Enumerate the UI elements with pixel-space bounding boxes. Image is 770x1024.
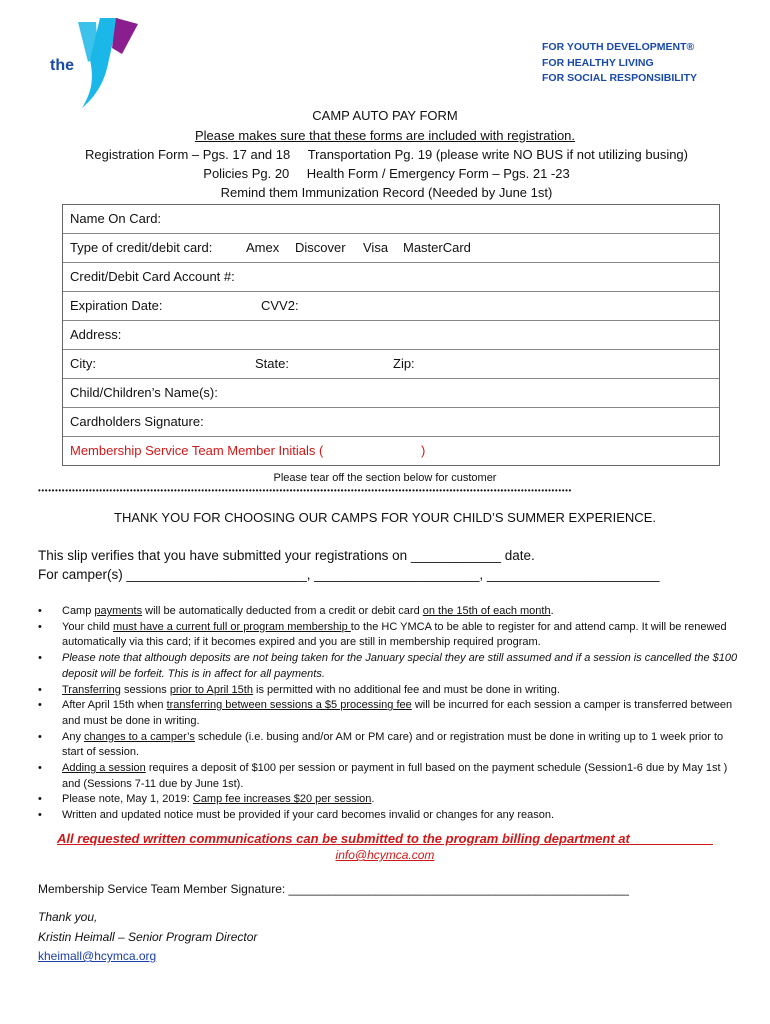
tagline-line: FOR YOUTH DEVELOPMENT® <box>542 41 695 53</box>
list-item: • Camp payments will be automatically deducted from a credit or debit card on the 15th of each month. <box>38 604 738 620</box>
required-forms-line-3 <box>0 185 770 200</box>
cardholder-signature-label: Cardholders Signature: <box>70 414 204 429</box>
zip-label: Zip: <box>393 356 415 371</box>
policy-list <box>38 604 738 824</box>
slip-verification-line: This slip verifies that you have submitted your registrations on ____________ date. <box>38 548 535 563</box>
form-title: CAMP AUTO PAY FORM <box>312 108 458 123</box>
required-forms-line-2 <box>0 166 770 181</box>
closing-signatory: Kristin Heimall – Senior Program Director <box>38 929 258 944</box>
tear-line: ••••••••••••••••••••••••••••••••••••••••••••••••••••••••••••••••••••••••••••••••••••••••••••••••••••••••••••••••••••••••••••••••••••••••••••••••••••••••••••• <box>38 486 572 495</box>
closing-block <box>38 908 257 967</box>
policies-item: Policies Pg. 20 <box>203 166 290 181</box>
table-row[interactable] <box>63 379 719 408</box>
form-subtitle: Please makes sure that these forms are included with registration. <box>194 128 576 143</box>
table-row[interactable] <box>63 437 719 465</box>
table-row[interactable] <box>63 408 719 437</box>
expiration-label: Expiration Date: <box>70 298 163 313</box>
member-signature-line: Membership Service Team Member Signature: ___________________________________________________ <box>38 882 629 896</box>
thank-you-heading: THANK YOU FOR CHOOSING OUR CAMPS FOR YOUR CHILD’S SUMMER EXPERIENCE. <box>114 510 656 525</box>
ymca-logo <box>38 12 148 112</box>
children-names-label: Child/Children’s Name(s): <box>70 385 218 400</box>
member-initials-label: Membership Service Team Member Initials ( <box>70 443 324 458</box>
list-item: • Please note, May 1, 2019: Camp fee increases $20 per session. <box>38 792 738 808</box>
closing-thanks: Thank you, <box>38 910 98 924</box>
table-row[interactable] <box>63 292 719 321</box>
card-type-discover[interactable]: Discover <box>295 240 346 255</box>
card-type-label: Type of credit/debit card: <box>70 240 213 255</box>
slip-camper-line: For camper(s) ________________________, ______________________, _______________________ <box>38 567 660 582</box>
contact-email-link[interactable]: kheimall@hcymca.org <box>38 949 157 963</box>
logo-word: the <box>50 57 74 74</box>
list-item: • After April 15th when transferring between sessions a $5 processing fee will be incurred for each session a camper is transferred between and must be done in writing. <box>38 698 738 729</box>
tagline-line: FOR SOCIAL RESPONSIBILITY <box>542 72 697 84</box>
logo-small-text: YMCA <box>100 90 112 109</box>
tagline-line: FOR HEALTHY LIVING <box>542 56 654 69</box>
name-on-card-label: Name On Card: <box>70 211 162 226</box>
city-label: City: <box>70 356 96 371</box>
health-form-item: Health Form / Emergency Form – Pgs. 21 -23 <box>306 166 570 181</box>
cvv-label: CVV2: <box>261 298 299 313</box>
list-item: • Written and updated notice must be provided if your card becomes invalid or changes for any reason. <box>38 808 738 824</box>
state-label: State: <box>255 356 289 371</box>
tagline <box>542 40 697 87</box>
billing-notice: All requested written communications can be submitted to the program billing department at ___________ <box>57 831 713 846</box>
list-item: • Adding a session requires a deposit of $100 per session or payment in full based on the payment schedule (Session1-6 due by May 1st ) and (Sessions 7-11 due by June 1st). <box>38 761 738 792</box>
table-row[interactable] <box>63 263 719 292</box>
list-item: • Transferring sessions prior to April 15th is permitted with no additional fee and must be done in writing. <box>38 683 738 699</box>
member-initials-close: ) <box>421 443 426 458</box>
required-forms-line-1 <box>0 147 770 162</box>
registration-form-item: Registration Form – Pgs. 17 and 18 <box>85 147 291 162</box>
table-row[interactable] <box>63 205 719 234</box>
card-type-mastercard[interactable]: MasterCard <box>403 240 471 255</box>
immunization-item: Remind them Immunization Record (Needed by June 1st) <box>220 185 553 200</box>
account-number-label: Credit/Debit Card Account #: <box>70 269 235 284</box>
table-row[interactable] <box>63 321 719 350</box>
billing-email-link[interactable]: info@hcymca.com <box>335 848 435 862</box>
card-info-table <box>62 204 720 466</box>
list-item: • Any changes to a camper’s schedule (i.e. busing and/or AM or PM care) and or registration must be done in writing up to 1 week prior to start of session. <box>38 730 738 761</box>
table-row[interactable] <box>63 234 719 263</box>
table-row[interactable] <box>63 350 719 379</box>
card-type-visa[interactable]: Visa <box>363 240 389 255</box>
card-type-amex[interactable]: Amex <box>246 240 280 255</box>
list-item: • Your child must have a current full or program membership to the HC YMCA to be able to register for and attend camp. It will be renewed automatically via this card; if it becomes expired and you are still in membership required program. <box>38 620 738 651</box>
address-label: Address: <box>70 327 122 342</box>
transportation-item: Transportation Pg. 19 (please write NO BUS if not utilizing busing) <box>307 147 688 162</box>
list-item: • Please note that although deposits are not being taken for the January special they are still assumed and if a session is cancelled the $100 deposit will be forfeit. This is in affect for all payments. <box>38 651 738 682</box>
tear-off-note: Please tear off the section below for customer <box>273 472 497 484</box>
